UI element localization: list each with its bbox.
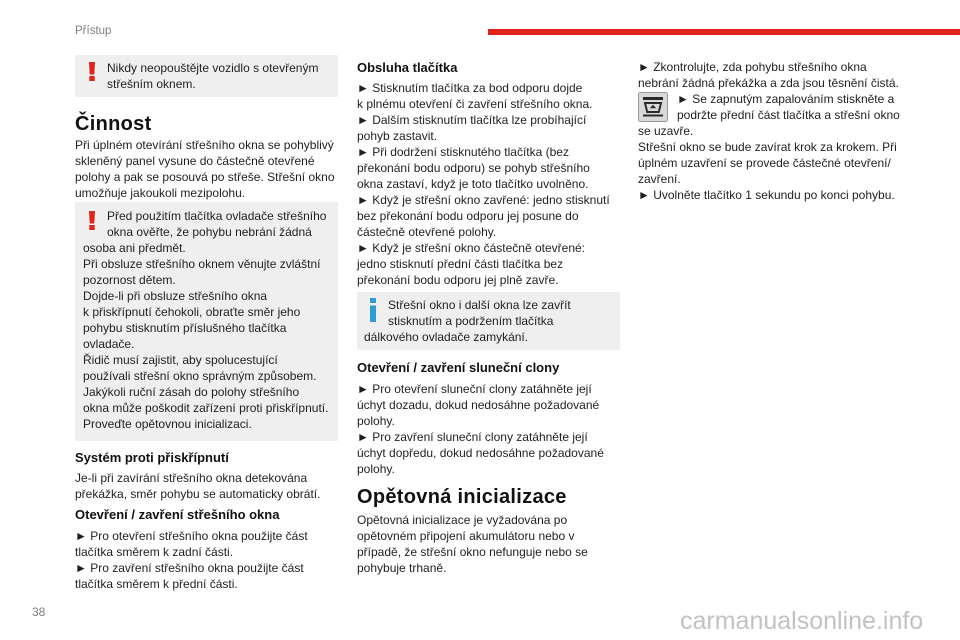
subsection-title-sun-blind: Otevření / zavření sluneční clony (357, 360, 560, 375)
step-item: ► Se zapnutým zapalováním stiskněte a podržte přední část tlačítka a střešní okno se uzavře. (638, 92, 900, 138)
section-label: Přístup (75, 25, 112, 37)
info-text: Střešní okno i další okna lze zavřít stisknutím a podržením tlačítka dálkového ovladače zamykání. (364, 298, 571, 344)
roof-open-close-steps (75, 528, 308, 592)
step-item: ► Když je střešní okno zavřené: jedno stisknutí bez překonání bodu odporu jej posune do částečně otevřené polohy. (357, 193, 610, 239)
warning-icon (83, 208, 107, 240)
reinitialisation-steps (638, 59, 918, 203)
page-number: 38 (32, 605, 46, 619)
reinitialisation-paragraph: Opětovná inicializace je vyžadována po opětovném připojení akumulátoru nebo v případě, že střešní okno nefunguje nebo se pohybuje trhaně. (357, 513, 588, 575)
step-item: ► Zkontrolujte, zda pohybu střešního okna nebrání žádná překážka a zda jsou těsnění čistá. (638, 60, 899, 90)
operation-paragraph: Při úplném otevírání střešního okna se pohyblivý skleněný panel vysune do částečně otevřené polohy a pak se posouvá po střeše. Střešní okno umožňuje jakoukoli mezipolohu. (75, 138, 335, 200)
subsection-title-roof-open-close: Otevření / zavření střešního okna (75, 507, 280, 522)
warning-box-unattended (75, 55, 338, 97)
section-title-reinitialisation: Opětovná inicializace (357, 486, 567, 508)
warning-paragraph: Řidič musí zajistit, aby spolucestující používali střešní okno správným způsobem. (83, 353, 317, 383)
step-item: ► Uvolněte tlačítko 1 sekundu po konci pohybu. (638, 188, 895, 202)
step-item: ► Dalším stisknutím tlačítka lze probíhající pohyb zastavit. (357, 113, 587, 143)
info-icon (364, 297, 388, 329)
step-note: Střešní okno se bude zavírat krok za krokem. Při úplném uzavření se provede částečné otevření/ zavření. (638, 140, 897, 186)
step-item: ► Pro otevření sluneční clony zatáhněte její úchyt dozadu, dokud nedosáhne požadované polohy. (357, 382, 600, 428)
sun-blind-steps (357, 381, 604, 477)
warning-paragraph: Dojde-li při obsluze střešního okna k přiskřípnutí čehokoli, obraťte směr jeho pohybu stisknutím příslušného tlačítka ovladače. (83, 289, 301, 351)
info-box (357, 292, 620, 350)
step-item: ► Pro zavření střešního okna použijte část tlačítka směrem k přední části. (75, 561, 304, 591)
warning-text: Nikdy neopouštějte vozidlo s otevřeným střešním oknem. (107, 61, 319, 91)
warning-paragraph: Před použitím tlačítka ovladače střešního okna ověřte, že pohybu nebrání žádná osoba ani předmět. (83, 209, 327, 255)
step-item: ► Pro otevření střešního okna použijte část tlačítka směrem k zadní části. (75, 529, 308, 559)
button-operation-steps (357, 80, 610, 288)
step-item: ► Stisknutím tlačítka za bod odporu dojde k plnému otevření či zavření střešního okna. (357, 81, 593, 111)
step-item: ► Když je střešní okno částečně otevřené: jedno stisknutí přední části tlačítka bez překonání bodu odporu jej plně zavře. (357, 241, 585, 287)
section-title-operation: Činnost (75, 113, 152, 135)
warning-icon (83, 60, 107, 92)
watermark: carmanualsonline.info (680, 607, 924, 635)
warning-paragraph: Proveďte opětovnou inicializaci. (83, 417, 252, 431)
warning-box-safety (75, 202, 338, 441)
warning-paragraph: Jakýkoli ruční zásah do polohy střešního okna může poškodit zařízení proti přiskřípnutí. (83, 385, 329, 415)
subsection-title-button-operation: Obsluha tlačítka (357, 60, 458, 75)
anti-pinch-paragraph: Je-li při zavírání střešního okna detekována překážka, směr pohybu se automaticky obrátí. (75, 471, 321, 501)
step-item: ► Při dodržení stisknutého tlačítka (bez překonání bodu odporu) se pohyb střešního okna zastaví, když je toto tlačítko uvolněno. (357, 145, 590, 191)
sunroof-button-icon (638, 91, 677, 123)
header-accent-bar (488, 29, 960, 35)
step-item: ► Pro zavření sluneční clony zatáhněte její úchyt dopředu, dokud nedosáhne požadované polohy. (357, 430, 604, 476)
subsection-title-anti-pinch: Systém proti přiskřípnutí (75, 450, 229, 465)
warning-paragraph: Při obsluze střešního oknem věnujte zvláštní pozornost dětem. (83, 257, 321, 287)
